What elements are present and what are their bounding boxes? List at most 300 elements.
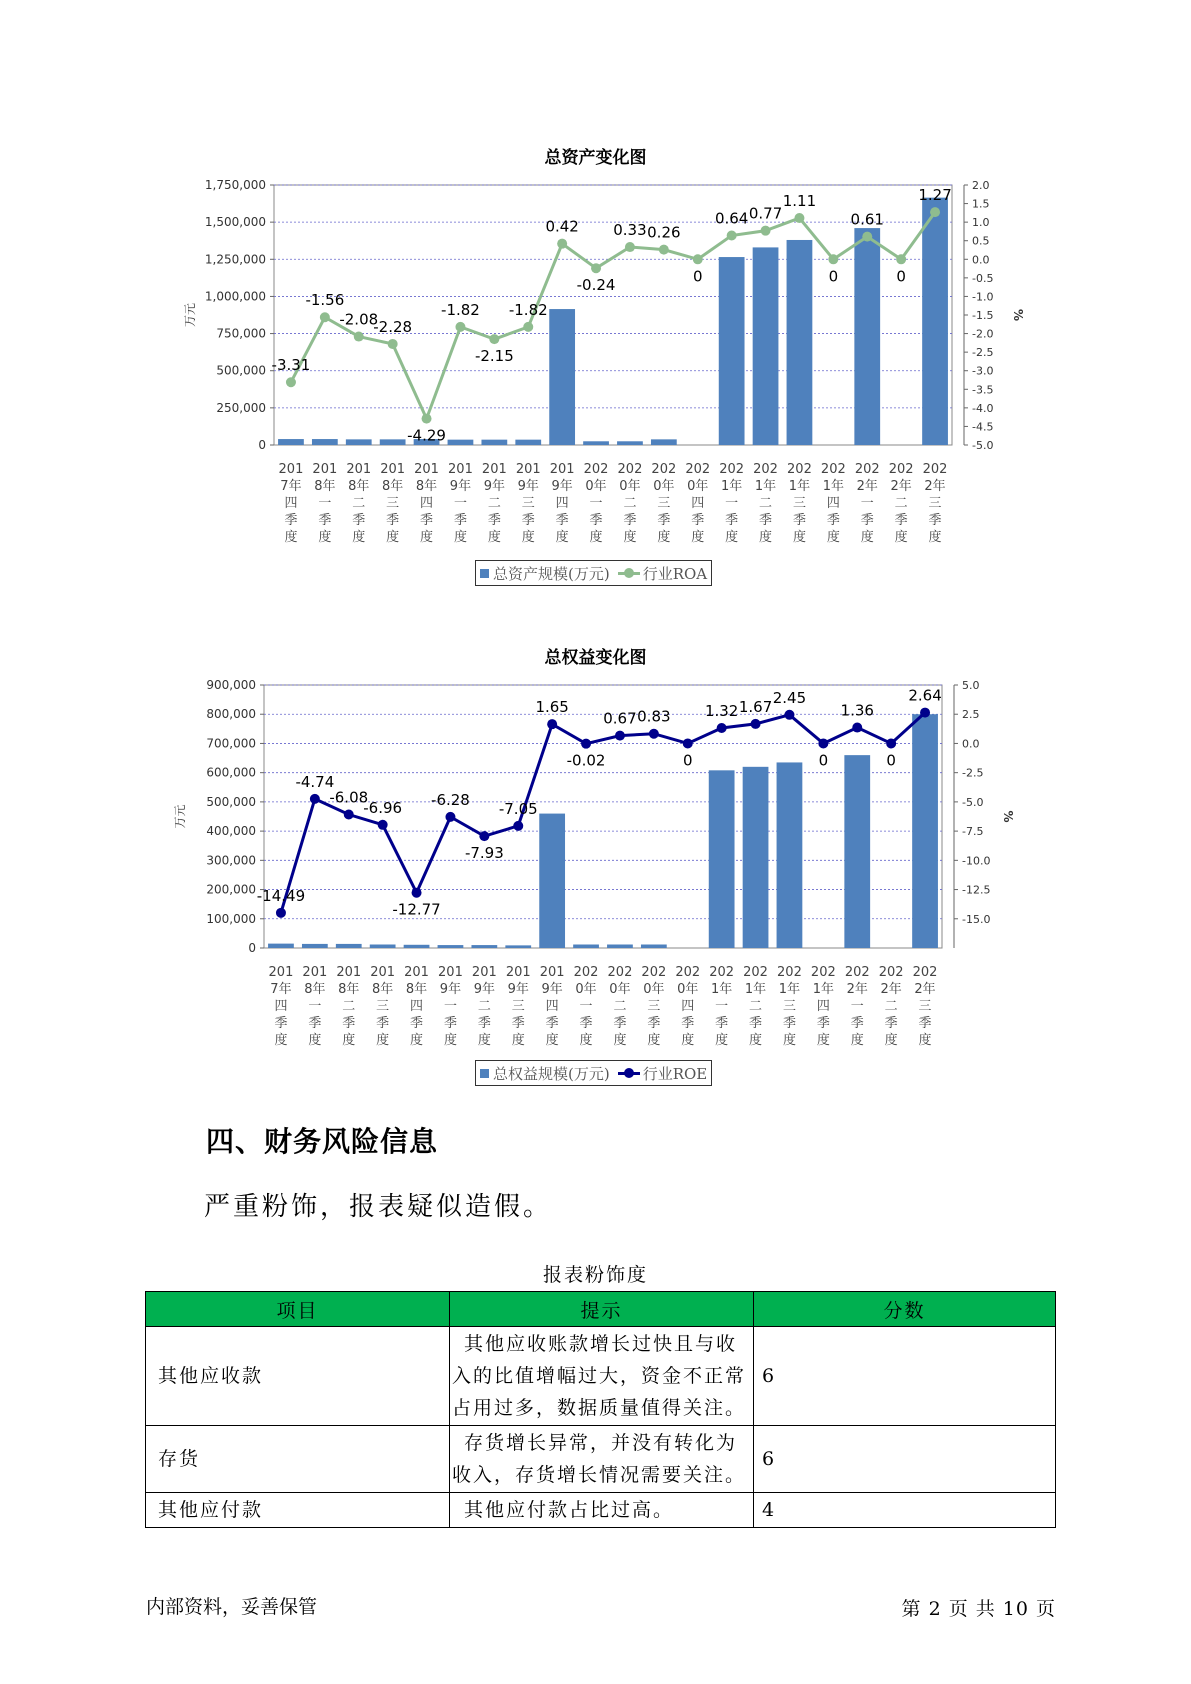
- right-axis-title: %: [1001, 810, 1015, 823]
- data-label: 0: [896, 267, 906, 286]
- x-axis-tick-label: 二: [749, 999, 763, 1014]
- bar: [922, 198, 948, 445]
- right-axis-tick-label: -15.0: [962, 912, 991, 926]
- legend-line-swatch: [618, 572, 640, 575]
- data-point: [412, 888, 422, 898]
- x-axis-tick-label: 0年: [653, 479, 675, 494]
- left-axis-tick-label: 500,000: [216, 363, 266, 378]
- legend-bar-swatch: [480, 1069, 489, 1078]
- x-axis-tick-label: 季: [928, 513, 942, 528]
- bar: [346, 439, 372, 445]
- right-axis-tick-label: -7.5: [962, 825, 984, 839]
- x-axis-tick-label: 季: [715, 1016, 729, 1031]
- data-label: 0.26: [647, 223, 681, 242]
- data-label: 0.64: [714, 209, 749, 228]
- x-axis-tick-label: 季: [894, 513, 908, 528]
- x-axis-tick-label: 三: [918, 999, 932, 1014]
- data-label: -2.15: [474, 347, 514, 366]
- x-axis-tick-label: 四: [826, 496, 840, 511]
- x-axis-tick-label: 201: [336, 965, 362, 980]
- x-axis-tick-label: 度: [477, 1033, 491, 1048]
- x-axis-tick-label: 0年: [575, 982, 597, 997]
- x-axis-tick-label: 201: [448, 462, 473, 477]
- row-hint: 其他应付款占比过高。: [450, 1493, 754, 1528]
- right-axis-tick-label: -4.0: [972, 401, 994, 415]
- data-label: -1.82: [441, 300, 480, 319]
- row-item: 其他应付款: [146, 1493, 450, 1528]
- x-axis-tick-label: 季: [681, 1016, 695, 1031]
- data-label: -14.49: [256, 886, 306, 905]
- bar: [719, 257, 745, 445]
- data-label: -7.05: [498, 799, 538, 818]
- data-label: -0.24: [576, 276, 616, 295]
- x-axis-tick-label: 三: [647, 999, 661, 1014]
- right-axis-tick-label: -4.5: [972, 420, 994, 434]
- x-axis-tick-label: 1年: [788, 479, 811, 494]
- x-axis-tick-label: 二: [623, 496, 637, 511]
- x-axis-tick-label: 9年: [551, 479, 573, 494]
- bar: [336, 944, 362, 948]
- x-axis-tick-label: 季: [477, 1016, 491, 1031]
- x-axis-tick-label: 202: [854, 462, 880, 477]
- x-axis-tick-label: 1年: [711, 982, 733, 997]
- x-axis-tick-label: 度: [613, 1033, 627, 1048]
- x-axis-tick-label: 2年: [856, 479, 878, 494]
- x-axis-tick-label: 8年: [314, 479, 336, 494]
- x-axis-tick-label: 季: [623, 513, 637, 528]
- x-axis-tick-label: 四: [816, 999, 830, 1014]
- x-axis-tick-label: 三: [928, 496, 942, 511]
- chart1-title: 总资产变化图: [544, 148, 647, 168]
- data-point: [344, 810, 354, 820]
- x-axis-tick-label: 202: [777, 965, 802, 980]
- left-axis-tick-label: 200,000: [206, 882, 256, 897]
- x-axis-tick-label: 季: [647, 1016, 661, 1031]
- data-point: [761, 226, 771, 236]
- x-axis-tick-label: 一: [589, 496, 603, 511]
- x-axis-tick-label: 0年: [619, 479, 641, 494]
- x-axis-tick-label: 季: [308, 1016, 322, 1031]
- x-axis-tick-label: 201: [481, 462, 507, 477]
- bar: [448, 440, 474, 445]
- data-point: [649, 729, 659, 739]
- x-axis-tick-label: 季: [545, 1016, 559, 1031]
- left-axis-tick-label: 500,000: [206, 794, 256, 809]
- left-axis-tick-label: 1,250,000: [204, 252, 266, 267]
- bar: [777, 762, 803, 948]
- right-axis-tick-label: -12.5: [962, 883, 991, 897]
- x-axis-tick-label: 度: [376, 1033, 390, 1048]
- x-axis-tick-label: 度: [749, 1033, 763, 1048]
- x-axis-tick-label: 度: [894, 530, 908, 545]
- data-point: [547, 719, 557, 729]
- x-axis-tick-label: 一: [579, 999, 593, 1014]
- x-axis-tick-label: 2年: [924, 479, 946, 494]
- right-axis-tick-label: 2.5: [962, 708, 980, 722]
- right-axis-tick-label: 0.5: [972, 234, 990, 248]
- left-axis-tick-label: 750,000: [216, 326, 266, 341]
- data-point: [727, 231, 737, 241]
- x-axis-tick-label: 202: [675, 965, 701, 980]
- x-axis-tick-label: 202: [820, 462, 846, 477]
- header-item: 项目: [146, 1292, 450, 1327]
- data-label: -1.82: [508, 300, 548, 319]
- right-axis-title: %: [1011, 308, 1025, 322]
- data-label: 0: [682, 751, 693, 770]
- row-score: 4: [754, 1493, 1056, 1528]
- bar: [312, 439, 338, 445]
- right-axis-tick-label: 2.0: [972, 179, 990, 192]
- right-axis-tick-label: 0.0: [972, 253, 990, 267]
- data-point: [591, 263, 601, 273]
- x-axis-tick-label: 202: [617, 462, 643, 477]
- right-axis-tick-label: 1.5: [972, 197, 990, 211]
- x-axis-tick-label: 季: [352, 513, 366, 528]
- table-caption: 报表粉饰度: [542, 1264, 648, 1286]
- data-label: 1.65: [535, 698, 569, 717]
- bar: [515, 440, 541, 445]
- x-axis-tick-label: 0年: [609, 982, 631, 997]
- x-axis-tick-label: 201: [302, 965, 328, 980]
- data-point: [581, 739, 591, 749]
- x-axis-tick-label: 9年: [507, 982, 529, 997]
- x-axis-tick-label: 一: [725, 496, 739, 511]
- x-axis-tick-label: 9年: [449, 479, 472, 494]
- data-point: [717, 723, 727, 733]
- x-axis-tick-label: 四: [420, 496, 434, 511]
- x-axis-tick-label: 度: [816, 1033, 830, 1048]
- left-axis-tick-label: 300,000: [206, 853, 256, 868]
- x-axis-tick-label: 202: [912, 965, 938, 980]
- x-axis-tick-label: 度: [826, 530, 840, 545]
- x-axis-tick-label: 度: [511, 1033, 525, 1048]
- data-point: [310, 794, 320, 804]
- x-axis-tick-label: 202: [922, 462, 948, 477]
- footer-page-number: 第 2 页 共 10 页: [901, 1598, 1056, 1620]
- data-point: [615, 731, 625, 741]
- chart2-legend: [475, 1060, 712, 1086]
- data-label: 0: [828, 267, 839, 286]
- data-label: -2.28: [373, 317, 413, 336]
- data-point: [751, 719, 761, 729]
- x-axis-tick-label: 四: [691, 496, 705, 511]
- x-axis-tick-label: 季: [884, 1016, 898, 1031]
- data-label: 0.42: [545, 217, 579, 236]
- x-axis-tick-label: 202: [753, 462, 778, 477]
- x-axis-tick-label: 9年: [517, 479, 539, 494]
- x-axis-tick-label: 202: [709, 965, 735, 980]
- x-axis-tick-label: 0年: [677, 982, 699, 997]
- data-point: [659, 245, 669, 255]
- data-label: -7.93: [464, 844, 504, 863]
- bar: [302, 944, 328, 948]
- x-axis-tick-label: 1年: [812, 982, 834, 997]
- chart2-legend-bar-label: 总权益规模(万元): [493, 1064, 610, 1083]
- x-axis-tick-label: 201: [346, 462, 372, 477]
- bar: [854, 228, 880, 445]
- footer-left: 内部资料，妥善保管: [146, 1596, 318, 1618]
- x-axis-tick-label: 三: [657, 496, 671, 511]
- x-axis-tick-label: 度: [318, 530, 332, 545]
- x-axis-tick-label: 度: [555, 530, 569, 545]
- x-axis-tick-label: 三: [511, 999, 525, 1014]
- x-axis-tick-label: 季: [443, 1016, 457, 1031]
- x-axis-tick-label: 202: [888, 462, 914, 477]
- x-axis-tick-label: 201: [370, 965, 396, 980]
- x-axis-tick-label: 一: [443, 999, 457, 1014]
- x-axis-tick-label: 季: [759, 513, 773, 528]
- x-axis-tick-label: 201: [505, 965, 531, 980]
- x-axis-tick-label: 度: [657, 530, 671, 545]
- left-axis-tick-label: 250,000: [216, 400, 266, 415]
- bar: [753, 247, 779, 445]
- right-axis-tick-label: -1.5: [972, 309, 994, 322]
- left-axis-tick-label: 1,000,000: [204, 289, 266, 304]
- table-row: [146, 1493, 1056, 1528]
- x-axis-tick-label: 二: [884, 999, 898, 1014]
- x-axis-tick-label: 度: [850, 1033, 864, 1048]
- x-axis-tick-label: 度: [410, 1033, 424, 1048]
- x-axis-tick-label: 9年: [483, 479, 505, 494]
- x-axis-tick-label: 202: [583, 462, 609, 477]
- bar: [438, 945, 464, 948]
- bar: [505, 945, 531, 948]
- data-point: [784, 710, 794, 720]
- data-label: -4.74: [295, 772, 335, 791]
- right-axis-tick-label: 0.0: [962, 737, 980, 751]
- data-label: 1.32: [704, 702, 739, 721]
- x-axis-tick-label: 度: [759, 530, 773, 545]
- section-text: 严重粉饰，报表疑似造假。: [204, 1192, 553, 1222]
- data-point: [422, 414, 432, 424]
- left-axis-tick-label: 400,000: [206, 824, 256, 839]
- x-axis-tick-label: 度: [579, 1033, 593, 1048]
- bar: [709, 770, 735, 948]
- chart1-legend-bar-label: 总资产规模(万元): [493, 564, 610, 583]
- x-axis-tick-label: 8年: [372, 982, 394, 997]
- x-axis-tick-label: 201: [380, 462, 406, 477]
- data-label: -12.77: [392, 900, 441, 919]
- x-axis-tick-label: 2年: [914, 982, 936, 997]
- data-label: 0.67: [603, 709, 637, 728]
- header-hint: 提示: [450, 1292, 754, 1327]
- bar: [278, 439, 304, 445]
- x-axis-tick-label: 202: [719, 462, 745, 477]
- left-axis-tick-label: 1,750,000: [204, 178, 266, 192]
- risk-table: [145, 1291, 1056, 1528]
- x-axis-tick-label: 202: [787, 462, 812, 477]
- x-axis-tick-label: 2年: [846, 982, 868, 997]
- x-axis-tick-label: 201: [278, 462, 304, 477]
- x-axis-tick-label: 度: [860, 530, 874, 545]
- data-point: [557, 239, 567, 249]
- data-label: 0: [818, 751, 829, 770]
- chart2-legend-line-label: 行业ROE: [642, 1064, 708, 1083]
- right-axis-tick-label: 5.0: [962, 679, 980, 692]
- x-axis-tick-label: 季: [589, 513, 603, 528]
- x-axis-tick-label: 202: [878, 965, 904, 980]
- row-hint: 存货增长异常，并没有转化为收入，存货增长情况需要关注。: [450, 1426, 754, 1493]
- x-axis-tick-label: 季: [826, 513, 840, 528]
- data-point: [693, 254, 703, 264]
- row-item: 其他应收款: [146, 1327, 450, 1426]
- bar: [617, 441, 643, 445]
- x-axis-tick-label: 一: [453, 496, 467, 511]
- bar: [549, 309, 575, 445]
- data-point: [378, 820, 388, 830]
- x-axis-tick-label: 季: [691, 513, 705, 528]
- data-label: 0: [692, 267, 703, 286]
- left-axis-tick-label: 100,000: [206, 911, 256, 926]
- data-point: [388, 339, 398, 349]
- table-header-row: [146, 1292, 1056, 1327]
- left-axis-title: 万元: [183, 302, 197, 328]
- bar: [404, 945, 430, 948]
- x-axis-tick-label: 度: [918, 1033, 932, 1048]
- x-axis-tick-label: 度: [420, 530, 434, 545]
- bar: [607, 944, 633, 948]
- legend-line-swatch: [618, 1072, 640, 1075]
- bar: [743, 767, 769, 948]
- x-axis-tick-label: 度: [453, 530, 467, 545]
- data-point: [479, 831, 489, 841]
- x-axis-tick-label: 季: [749, 1016, 763, 1031]
- x-axis-tick-label: 季: [918, 1016, 932, 1031]
- x-axis-tick-label: 一: [860, 496, 874, 511]
- data-label: 0.77: [748, 204, 783, 223]
- data-label: -2.08: [339, 310, 379, 329]
- x-axis-tick-label: 201: [438, 965, 463, 980]
- x-axis-tick-label: 8年: [415, 479, 438, 494]
- x-axis-tick-label: 1年: [721, 479, 743, 494]
- bar: [481, 440, 507, 445]
- x-axis-tick-label: 季: [782, 1016, 796, 1031]
- x-axis-tick-label: 201: [549, 462, 575, 477]
- x-axis-tick-label: 二: [759, 496, 773, 511]
- x-axis-tick-label: 1年: [822, 479, 844, 494]
- data-point: [794, 213, 804, 223]
- x-axis-tick-label: 202: [573, 965, 599, 980]
- data-point: [445, 812, 455, 822]
- right-axis-tick-label: -10.0: [962, 854, 991, 868]
- x-axis-tick-label: 8年: [382, 479, 404, 494]
- x-axis-tick-label: 202: [685, 462, 711, 477]
- x-axis-tick-label: 一: [308, 999, 322, 1014]
- data-point: [455, 322, 465, 332]
- x-axis-tick-label: 度: [545, 1033, 559, 1048]
- data-label: 0.33: [613, 221, 647, 240]
- x-axis-tick-label: 季: [318, 513, 332, 528]
- right-axis-tick-label: -0.5: [972, 271, 994, 285]
- x-axis-tick-label: 9年: [473, 982, 495, 997]
- x-axis-tick-label: 1年: [778, 982, 801, 997]
- x-axis-tick-label: 8年: [304, 982, 326, 997]
- data-label: -1.56: [305, 291, 345, 310]
- x-axis-tick-label: 二: [487, 496, 501, 511]
- x-axis-tick-label: 202: [844, 965, 870, 980]
- x-axis-tick-label: 四: [555, 496, 569, 511]
- x-axis-tick-label: 季: [579, 1016, 593, 1031]
- x-axis-tick-label: 0年: [687, 479, 709, 494]
- bar: [787, 240, 813, 445]
- data-point: [276, 908, 286, 918]
- x-axis-tick-label: 季: [376, 1016, 390, 1031]
- x-axis-tick-label: 四: [284, 496, 298, 511]
- data-label: 1.27: [918, 186, 952, 205]
- series-line: [291, 209, 935, 419]
- x-axis-tick-label: 度: [589, 530, 603, 545]
- x-axis-tick-label: 季: [342, 1016, 356, 1031]
- x-axis-tick-label: 202: [651, 462, 677, 477]
- x-axis-tick-label: 季: [284, 513, 298, 528]
- right-axis-tick-label: -1.0: [972, 290, 994, 304]
- x-axis-tick-label: 度: [647, 1033, 661, 1048]
- x-axis-tick-label: 度: [274, 1033, 288, 1048]
- row-score: 6: [754, 1327, 1056, 1426]
- left-axis-tick-label: 900,000: [206, 678, 256, 692]
- data-point: [828, 254, 838, 264]
- bar: [651, 439, 677, 445]
- x-axis-tick-label: 8年: [405, 982, 428, 997]
- x-axis-tick-label: 201: [515, 462, 541, 477]
- bar: [844, 755, 870, 948]
- left-axis-tick-label: 600,000: [206, 765, 256, 780]
- chart1-svg: [0, 170, 1191, 570]
- x-axis-tick-label: 9年: [541, 982, 563, 997]
- data-point: [862, 232, 872, 242]
- x-axis-tick-label: 2年: [880, 982, 902, 997]
- row-score: 6: [754, 1426, 1056, 1493]
- data-point: [818, 738, 828, 748]
- data-label: 0.61: [850, 210, 884, 229]
- data-label: -0.02: [566, 751, 606, 770]
- data-label: -6.28: [431, 790, 470, 809]
- chart2-title: 总权益变化图: [544, 648, 647, 668]
- data-label: -3.31: [271, 356, 311, 375]
- bar: [380, 439, 406, 445]
- x-axis-tick-label: 度: [342, 1033, 356, 1048]
- x-axis-tick-label: 度: [691, 530, 705, 545]
- x-axis-tick-label: 三: [386, 496, 400, 511]
- x-axis-tick-label: 8年: [348, 479, 370, 494]
- x-axis-tick-label: 度: [725, 530, 739, 545]
- data-point: [625, 242, 635, 252]
- header-score: 分数: [754, 1292, 1056, 1327]
- data-label: -6.96: [363, 798, 403, 817]
- x-axis-tick-label: 201: [471, 965, 497, 980]
- row-item: 存货: [146, 1426, 450, 1493]
- x-axis-tick-label: 四: [274, 999, 288, 1014]
- data-point: [489, 334, 499, 344]
- x-axis-tick-label: 三: [782, 999, 796, 1014]
- data-point: [523, 322, 533, 332]
- x-axis-tick-label: 季: [555, 513, 569, 528]
- x-axis-tick-label: 二: [477, 999, 491, 1014]
- x-axis-tick-label: 202: [743, 965, 768, 980]
- right-axis-tick-label: -2.5: [972, 346, 994, 360]
- data-label: 0: [886, 751, 896, 770]
- x-axis-tick-label: 201: [414, 462, 439, 477]
- x-axis-tick-label: 季: [453, 513, 467, 528]
- x-axis-tick-label: 四: [545, 999, 559, 1014]
- section-heading: 四、财务风险信息: [206, 1125, 439, 1158]
- x-axis-tick-label: 度: [681, 1033, 695, 1048]
- x-axis-tick-label: 度: [623, 530, 637, 545]
- x-axis-tick-label: 度: [386, 530, 400, 545]
- x-axis-tick-label: 季: [274, 1016, 288, 1031]
- bar: [912, 714, 938, 948]
- x-axis-tick-label: 8年: [338, 982, 360, 997]
